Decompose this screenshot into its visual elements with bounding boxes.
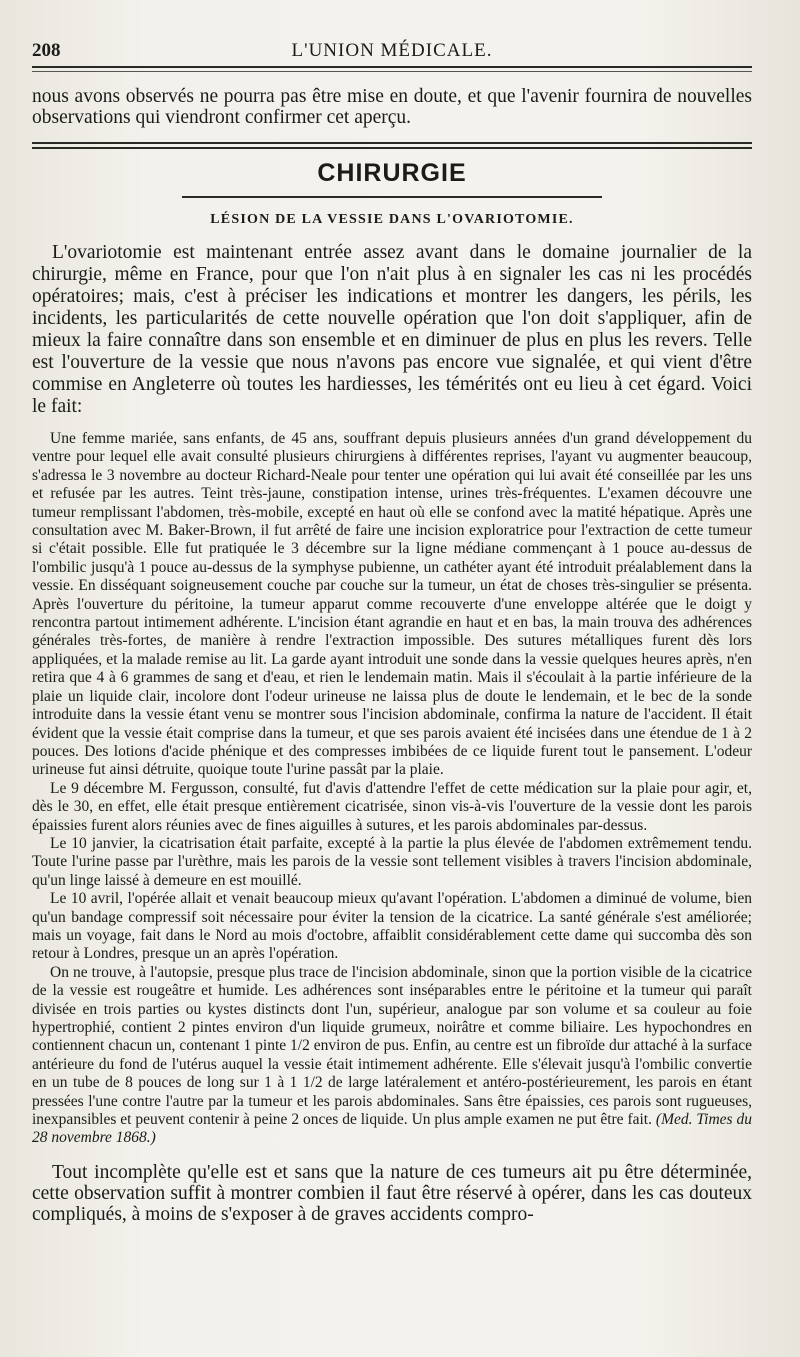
case-report — [32, 430, 752, 1148]
section-heading — [32, 159, 752, 194]
section-heading-rule — [182, 196, 602, 198]
source-citation: (Med. Times du 28 novembre 1868.) — [32, 1111, 753, 1147]
header-rule — [32, 71, 752, 72]
case-paragraph: Une femme mariée, sans enfants, de 45 ans, souffrant depuis plusieurs années d'un grand développement du ventre pour lequel elle avait consulté plusieurs chirurgiens à différentes reprises, l'ayant vu augmenter beaucoup, s'adressa le 3 novembre au docteur Richard-Neale pour tenter une opération qui lui avait été conseillée par les uns et refusée par les autres. Teint très-jaune, constipation intense, urines très-fréquentes. L'examen découvre une tumeur remplissant l'abdomen, très-mobile, excepté en haut où elle se confond avec la matité hépatique. Après une consultation avec M. Baker-Brown, il fut arrêté de faire une incision exploratrice pour l'extraction de cette tumeur si c'était possible. Elle fut pratiquée le 3 décembre sur la ligne médiane commençant à 1 pouce au-dessus de l'ombilic jusqu'à 1 pouce au-dessus de la symphyse pubienne, un cathéter ayant été introduit préalablement dans la vessie. En disséquant soigneusement couche par couche sur la tumeur, un état de choses très-singulier se présenta. Après l'ouverture du péritoine, la tumeur apparut comme recouverte d'une enveloppe altérée que le doigt y rencontra partout intimement adhérente. L'incision étant agrandie en haut et en bas, la main trouva des adhérences générales très-fortes, de manière à rendre l'extraction impossible. Des sutures métalliques furent dès lors appliquées, et la malade remise au lit. La garde ayant introduit une sonde dans la vessie quelques heures après, n'en retira que 4 à 6 grammes de sang et d'eau, et rien le lendemain matin. Mais il s'écoulait à la partie inférieure de la plaie un liquide clair, incolore dont l'odeur urineuse ne laissa plus de doute le lendemain, et le bec de la sonde introduite dans la vessie étant venu se montrer sous l'incision abdominale, confirma la nature de l'accident. Il était évident que la vessie était comprise dans la tumeur, et que ses parois avaient été incisées dans une étendue de 1 à 2 pouces. Des lotions d'acide phénique et des compresses imbibées de ce liquide furent tout le pansement. L'odeur urineuse fut ainsi détruite, quoique toute l'urine passât par la plaie. — [32, 430, 752, 779]
case-paragraph-text: On ne trouve, à l'autopsie, presque plus trace de l'incision abdominale, sinon que la portion visible de la cicatrice de la vessie est rougeâtre et humide. Les adhérences sont inséparables entre le péritoine et la tumeur qui paraît divisée en trois parties ou kystes distincts dont l'un, supérieur, analogue par son volume et sa couleur au foie hypertrophié, contient 2 pintes environ d'un liquide grumeux, noirâtre et comme biliaire. Les hypochondres en contiennent chacun un, contenant 1 pinte 1/2 environ de pus. Enfin, au centre est un fibroïde dur attaché à la surface antérieure du fond de l'utérus auquel la vessie était intimement adhérente. Elle s'élevait jusqu'à l'ombilic convertie en un tube de 8 pouces de long sur 1 à 1 1/2 de large latéralement et antéro-postérieurement, les parois en étant pressées l'une contre l'autre par la tumeur et les parois abdominales. Sans être épaissies, ces parois sont rugueuses, inexpansibles et peuvent contenir à peine 2 onces de liquide. Un plus ample examen ne put être fait. — [32, 963, 752, 1129]
article-title: LÉSION DE LA VESSIE DANS L'OVARIOTOMIE. — [210, 212, 574, 227]
case-paragraph: Le 10 janvier, la cicatrisation était parfaite, excepté à la partie la plus élevée de l'abdomen extrêmement tendu. Toute l'urine passe par l'urèthre, mais les parois de la vessie sont tellement visibles à travers l'incision abdominale, qu'un linge laissé à demeure en est mouillé. — [32, 834, 752, 889]
case-paragraph: Le 10 avril, l'opérée allait et venait beaucoup mieux qu'avant l'opération. L'abdomen a diminué de volume, bien qu'un bandage compressif soit nécessaire pour éviter la tension de la cicatrice. La santé générale s'est améliorée; mais un voyage, fait dans le Nord au mois d'octobre, affaiblit considérablement cette dame qui succomba dès son retour à Londres, presque un an après l'opération. — [32, 890, 752, 963]
conclusion-paragraph: Tout incomplète qu'elle est et sans que la nature de ces tumeurs ait pu être déterminée, cette observation suffit à montrer combien il faut être réservé à opérer, dans les cas douteux compliqués, à moins de s'exposer à de graves accidents compro- — [32, 1161, 752, 1225]
section-divider — [32, 142, 752, 149]
continued-paragraph: nous avons observés ne pourra pas être mise en doute, et que l'avenir fournira de nouvelles observations qui viendront confirmer cet aperçu. — [32, 86, 752, 128]
running-head — [32, 38, 752, 68]
journal-title: L'UNION MÉDICALE. — [291, 40, 493, 61]
section-heading-text: CHIRURGIE — [317, 159, 467, 187]
page-number: 208 — [32, 40, 61, 61]
intro-paragraph: L'ovariotomie est maintenant entrée assez avant dans le domaine journalier de la chirurgie, même en France, pour que l'on n'ait plus à en signaler les cas ni les procédés opératoires; mais, c'est à préciser les indications et montrer les dangers, les périls, les incidents, les particularités de cette nouvelle opération que l'on doit s'appliquer, afin de mieux la faire connaître dans son ensemble et en diminuer de plus en plus les revers. Telle est l'ouverture de la vessie que nous n'avons pas encore vue signalée, et qui vient d'être commise en Angleterre où toutes les hardiesses, les témérités ont eu lieu à cet égard. Voici le fait: — [32, 242, 752, 417]
case-paragraph: Le 9 décembre M. Fergusson, consulté, fut d'avis d'attendre l'effet de cette médication sur la plaie pour agir, et, dès le 30, en effet, elle était presque entièrement cicatrisée, sinon vis-à-vis l'ouverture de la vessie dont les parois épaissies furent alors réunies avec de fines aiguilles à sutures, et les parois abdominales par-dessus. — [32, 779, 752, 834]
case-paragraph-last — [32, 964, 752, 1148]
